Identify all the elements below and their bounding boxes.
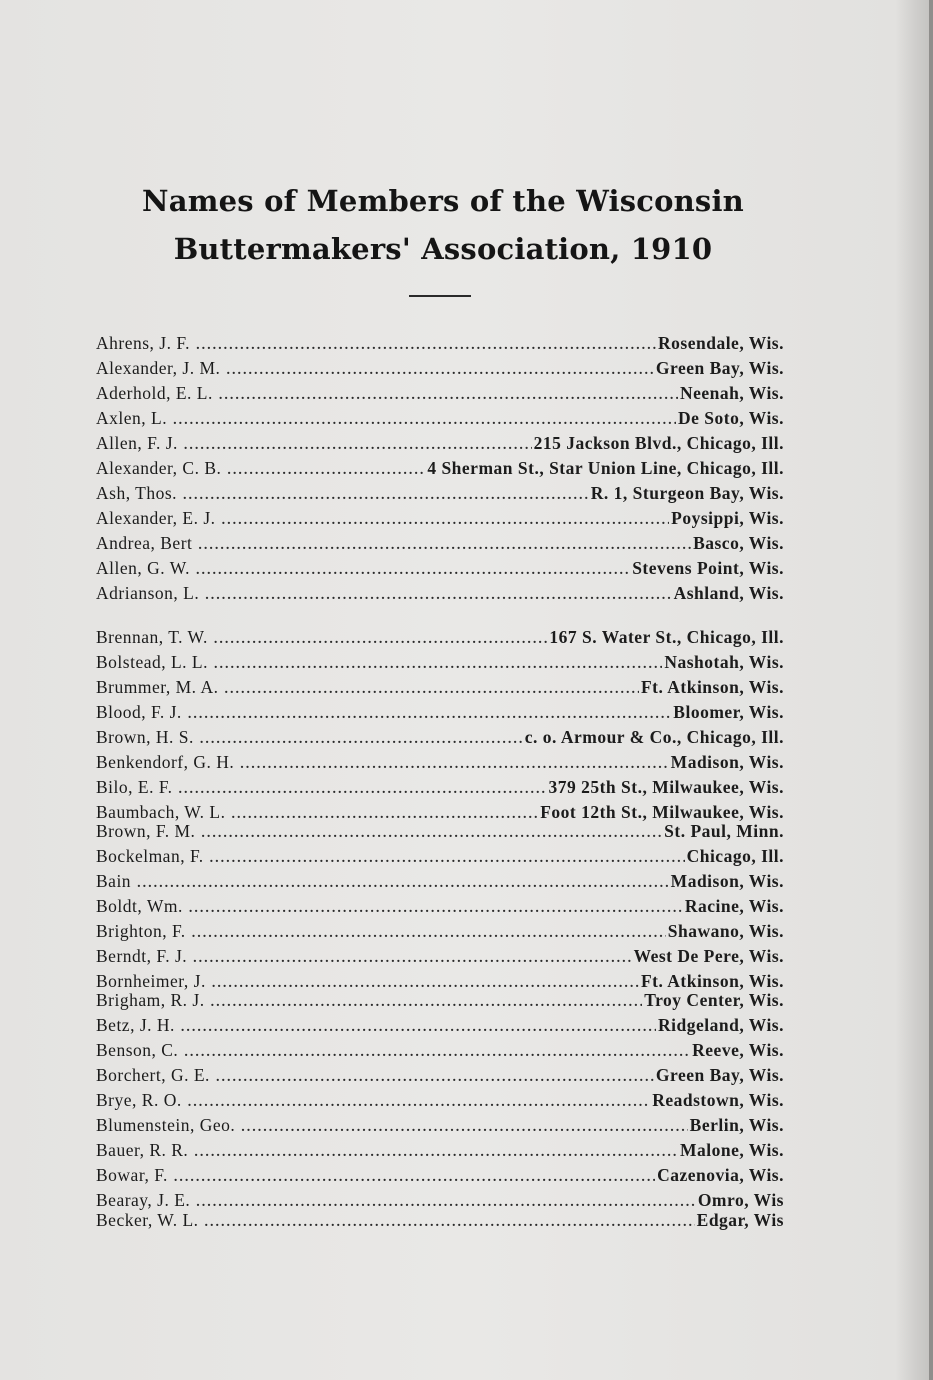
member-name: Bilo, E. F. — [96, 777, 173, 797]
member-row — [96, 1165, 784, 1187]
member-row — [96, 383, 784, 405]
dot-leader — [181, 1020, 656, 1036]
dot-leader — [196, 338, 656, 354]
member-address: Ridgeland, Wis. — [658, 1015, 784, 1035]
member-row — [96, 702, 784, 724]
member-row — [96, 583, 784, 605]
member-address: Madison, Wis. — [670, 871, 784, 891]
dot-leader — [194, 1145, 678, 1161]
member-address: Nashotah, Wis. — [664, 652, 784, 672]
member-name: Baumbach, W. L. — [96, 802, 226, 822]
member-address: Omro, Wis — [697, 1190, 784, 1210]
member-name: Bockelman, F. — [96, 846, 204, 866]
member-name: Brown, F. M. — [96, 821, 196, 841]
dot-leader — [188, 707, 671, 723]
member-row — [96, 627, 784, 649]
dot-leader — [184, 1045, 690, 1061]
member-row — [96, 821, 784, 843]
member-name: Borchert, G. E. — [96, 1065, 210, 1085]
member-name: Bearay, J. E. — [96, 1190, 191, 1210]
dot-leader — [193, 951, 631, 967]
dot-leader — [222, 513, 670, 529]
member-row — [96, 727, 784, 749]
member-row — [96, 408, 784, 430]
dot-leader — [196, 563, 630, 579]
member-address: De Soto, Wis. — [677, 408, 784, 428]
dot-leader — [184, 438, 532, 454]
member-address: c. o. Armour & Co., Chicago, Ill. — [524, 727, 784, 747]
member-name: Alexander, J. M. — [96, 358, 221, 378]
member-address: 379 25th St., Milwaukee, Wis. — [548, 777, 784, 797]
page-title-line-1: Names of Members of the Wisconsin — [142, 184, 744, 218]
member-row — [96, 508, 784, 530]
member-address: Foot 12th St., Milwaukee, Wis. — [540, 802, 784, 822]
member-address: Readstown, Wis. — [652, 1090, 784, 1110]
member-name: Blood, F. J. — [96, 702, 182, 722]
member-address: Neenah, Wis. — [679, 383, 784, 403]
member-address: Reeve, Wis. — [692, 1040, 784, 1060]
dot-leader — [183, 488, 589, 504]
member-row — [96, 333, 784, 355]
dot-leader — [214, 632, 548, 648]
member-address: St. Paul, Minn. — [664, 821, 784, 841]
dot-leader — [226, 363, 653, 379]
member-address: Green Bay, Wis. — [655, 1065, 784, 1085]
member-name: Brennan, T. W. — [96, 627, 208, 647]
page-title-line-2: Buttermakers' Association, 1910 — [173, 232, 713, 266]
member-row — [96, 896, 784, 918]
member-address: 167 S. Water St., Chicago, Ill. — [549, 627, 784, 647]
member-row — [96, 1065, 784, 1087]
member-address: Edgar, Wis — [696, 1210, 784, 1230]
member-name: Becker, W. L. — [96, 1210, 199, 1230]
member-name: Axlen, L. — [96, 408, 168, 428]
member-name: Allen, G. W. — [96, 558, 190, 578]
member-name: Brown, H. S. — [96, 727, 194, 747]
dot-leader — [211, 995, 643, 1011]
member-name: Brummer, M. A. — [96, 677, 219, 697]
member-address: West De Pere, Wis. — [633, 946, 784, 966]
member-address: Rosendale, Wis. — [658, 333, 784, 353]
dot-leader — [196, 1195, 696, 1211]
title-divider — [409, 295, 471, 297]
member-address: Poysippi, Wis. — [671, 508, 784, 528]
dot-leader — [179, 782, 547, 798]
member-row — [96, 846, 784, 868]
member-name: Bain — [96, 871, 132, 891]
member-name: Ash, Thos. — [96, 483, 178, 503]
dot-leader — [216, 1070, 654, 1086]
member-name: Bauer, R. R. — [96, 1140, 189, 1160]
member-name: Brighton, F. — [96, 921, 186, 941]
member-name: Alexander, E. J. — [96, 508, 216, 528]
member-name: Bornheimer, J. — [96, 971, 206, 991]
dot-leader — [198, 538, 691, 554]
dot-leader — [227, 463, 425, 479]
member-name: Betz, J. H. — [96, 1015, 175, 1035]
dot-leader — [210, 851, 685, 867]
dot-leader — [240, 757, 668, 773]
dot-leader — [219, 388, 678, 404]
member-name: Brigham, R. J. — [96, 990, 205, 1010]
member-address: Troy Center, Wis. — [644, 990, 784, 1010]
member-row — [96, 558, 784, 580]
member-address: R. 1, Sturgeon Bay, Wis. — [590, 483, 784, 503]
dot-leader — [192, 926, 666, 942]
dot-leader — [205, 1215, 695, 1231]
member-row — [96, 921, 784, 943]
member-address: Chicago, Ill. — [686, 846, 784, 866]
member-address: 4 Sherman St., Star Union Line, Chicago, Ill. — [427, 458, 784, 478]
member-address: Racine, Wis. — [684, 896, 784, 916]
member-row — [96, 1090, 784, 1112]
dot-leader — [173, 413, 676, 429]
member-address: Madison, Wis. — [670, 752, 784, 772]
member-name: Bowar, F. — [96, 1165, 168, 1185]
member-row — [96, 1015, 784, 1037]
member-row — [96, 871, 784, 893]
member-name: Boldt, Wm. — [96, 896, 183, 916]
member-name: Alexander, C. B. — [96, 458, 222, 478]
member-row — [96, 990, 784, 1012]
member-row — [96, 1115, 784, 1137]
member-row — [96, 1190, 784, 1212]
dot-leader — [205, 588, 671, 604]
member-row — [96, 752, 784, 774]
member-address: Cazenovia, Wis. — [657, 1165, 784, 1185]
member-address: Ft. Atkinson, Wis. — [640, 677, 784, 697]
member-row — [96, 677, 784, 699]
member-address: Basco, Wis. — [693, 533, 784, 553]
member-address: 215 Jackson Blvd., Chicago, Ill. — [533, 433, 784, 453]
member-name: Ahrens, J. F. — [96, 333, 191, 353]
member-row — [96, 483, 784, 505]
member-name: Blumenstein, Geo. — [96, 1115, 236, 1135]
member-row — [96, 433, 784, 455]
member-name: Benkendorf, G. H. — [96, 752, 235, 772]
member-address: Ashland, Wis. — [673, 583, 784, 603]
member-row — [96, 1210, 784, 1232]
member-address: Bloomer, Wis. — [673, 702, 784, 722]
member-row — [96, 458, 784, 480]
dot-leader — [174, 1170, 655, 1186]
dot-leader — [241, 1120, 687, 1136]
member-address: Berlin, Wis. — [689, 1115, 784, 1135]
member-row — [96, 777, 784, 799]
member-row — [96, 358, 784, 380]
member-name: Aderhold, E. L. — [96, 383, 213, 403]
member-address: Ft. Atkinson, Wis. — [640, 971, 784, 991]
dot-leader — [200, 732, 523, 748]
member-name: Brye, R. O. — [96, 1090, 182, 1110]
dot-leader — [189, 901, 683, 917]
member-name: Bolstead, L. L. — [96, 652, 208, 672]
member-address: Stevens Point, Wis. — [632, 558, 784, 578]
dot-leader — [224, 682, 638, 698]
member-row — [96, 652, 784, 674]
member-row — [96, 1140, 784, 1162]
member-name: Allen, F. J. — [96, 433, 178, 453]
member-name: Berndt, F. J. — [96, 946, 188, 966]
dot-leader — [188, 1095, 650, 1111]
page-edge — [929, 0, 933, 1380]
member-name: Benson, C. — [96, 1040, 179, 1060]
dot-leader — [137, 876, 669, 892]
member-address: Green Bay, Wis. — [655, 358, 784, 378]
member-row — [96, 946, 784, 968]
member-name: Adrianson, L. — [96, 583, 200, 603]
member-address: Malone, Wis. — [679, 1140, 784, 1160]
dot-leader — [201, 826, 662, 842]
dot-leader — [214, 657, 662, 673]
member-row — [96, 533, 784, 555]
member-name: Andrea, Bert — [96, 533, 193, 553]
member-row — [96, 1040, 784, 1062]
member-address: Shawano, Wis. — [667, 921, 784, 941]
